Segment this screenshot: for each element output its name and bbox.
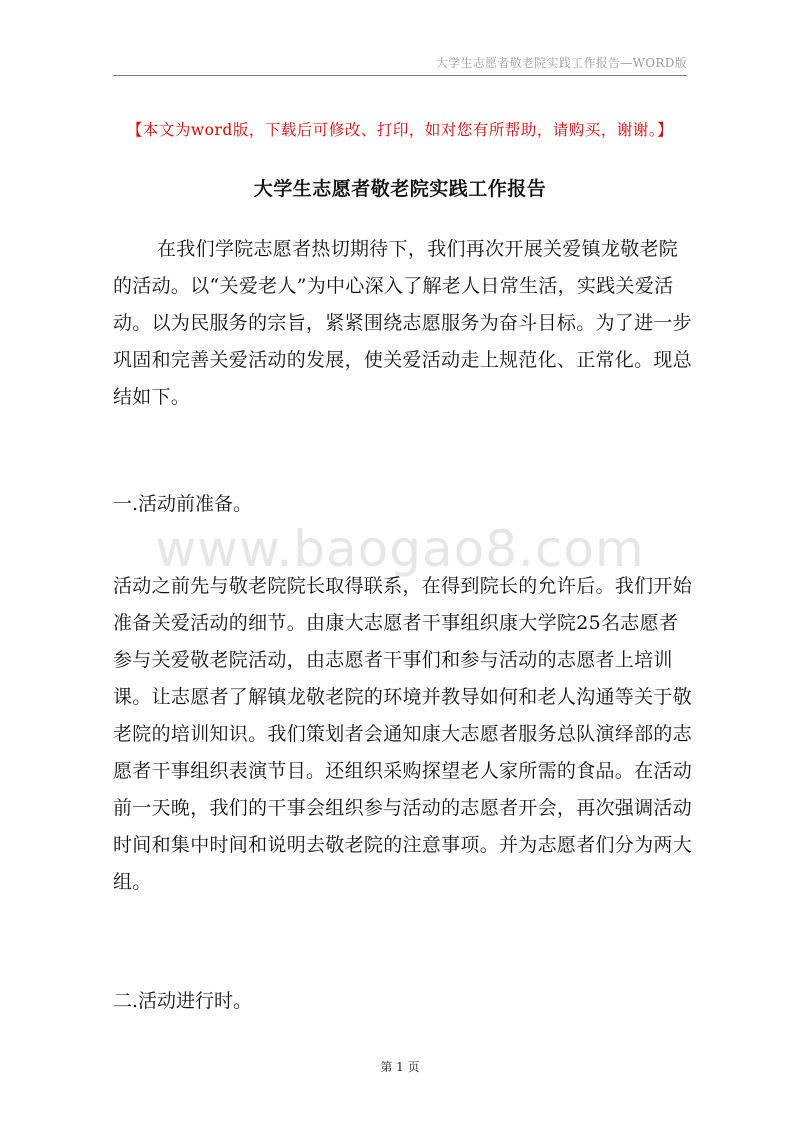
header-rule: [113, 75, 687, 76]
section-heading-preparation: 一.活动前准备。: [113, 493, 253, 515]
page-number: 第 1 页: [380, 1060, 420, 1074]
preparation-paragraph: 活动之前先与敬老院院长取得联系，在得到院长的允许后。我们开始准备关爱活动的细节。由康大志愿者干事组织康大学院25名志愿者参与关爱敬老院活动，由志愿者干事们和参与活动的志愿者上培训课。让志愿者了解镇龙敬老院的环境并教导如何和老人沟通等关于敬老院的培训知识。我们策划者会通知康大志愿者服务总队演绎部的志愿者干事组织表演节目。还组织采购探望老人家所需的食品。在活动前一天晚，我们的干事会组织参与活动的志愿者开会，再次强调活动时间和集中时间和说明去敬老院的注意事项。并为志愿者们分为两大组。: [113, 575, 693, 893]
intro-paragraph: 在我们学院志愿者热切期待下，我们再次开展关爱镇龙敬老院的活动。以“关爱老人”为中心深入了解老人日常生活，实践关爱活动。以为民服务的宗旨，紧紧围绕志愿服务为奋斗目标。为了进一步巩固和完善关爱活动的发展，使关爱活动走上规范化、正常化。现总结如下。: [113, 238, 693, 408]
watermark: www.baogao8.com: [155, 520, 645, 578]
purchase-notice: 【本文为word版，下载后可修改、打印，如对您有所帮助，请购买，谢谢。】: [126, 121, 674, 139]
running-header: 大学生志愿者敬老院实践工作报告—WORD版: [435, 56, 687, 70]
section-heading-in-progress: 二.活动进行时。: [113, 990, 253, 1012]
document-title: 大学生志愿者敬老院实践工作报告: [253, 178, 547, 200]
